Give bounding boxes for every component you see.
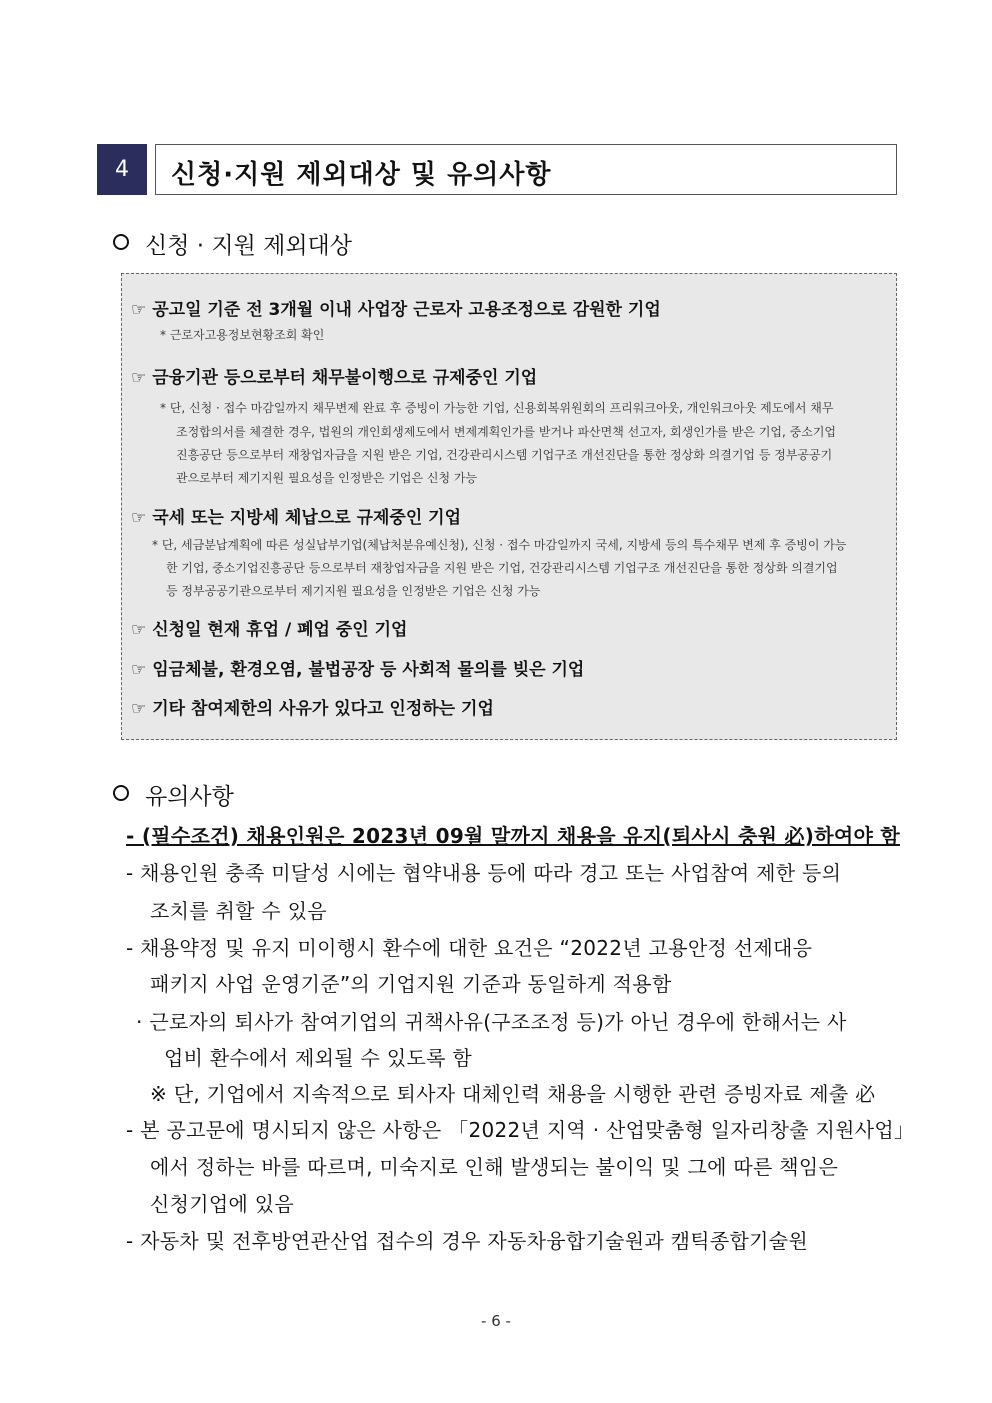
circle-bullet-icon: [113, 234, 129, 250]
exclusion-item: ☞ 금융기관 등으로부터 채무불이행으로 규제중인 기업: [131, 368, 538, 388]
precaution-note: ※ 단, 기업에서 지속적으로 퇴사자 대체인력 채용을 시행한 관련 증빙자료 제출 必: [150, 1082, 876, 1106]
exclusions-heading: [113, 227, 352, 260]
precaution-line: 에서 정하는 바를 따르며, 미숙지로 인해 발생되는 불이익 및 그에 따른 책임은: [150, 1155, 839, 1179]
exclusion-item: ☞ 공고일 기준 전 3개월 이내 사업장 근로자 고용조정으로 감원한 기업: [131, 300, 661, 320]
pointing-hand-icon: ☞: [131, 620, 147, 640]
precaution-line: - 채용약정 및 유지 미이행시 환수에 대한 요건은 “2022년 고용안정 선제대응: [126, 936, 813, 960]
section-header: [97, 144, 897, 195]
precaution-line: 조치를 취할 수 있음: [150, 899, 327, 923]
pointing-hand-icon: ☞: [131, 699, 147, 719]
page-number: - 6 -: [481, 1312, 511, 1330]
section-title-box: [155, 144, 897, 195]
exclusions-heading-text: 신청 · 지원 제외대상: [145, 233, 352, 259]
precaution-line: 신청기업에 있음: [150, 1192, 294, 1216]
pointing-hand-icon: ☞: [131, 300, 147, 320]
precaution-line: - 본 공고문에 명시되지 않은 사항은 「2022년 지역 · 산업맞춤형 일자리창출 지원사업」: [126, 1118, 915, 1142]
exclusion-note: * 단, 세금분납계획에 따른 성실납부기업(체납처분유예신청), 신청 · 접수 마감일까지 국세, 지방세 등의 특수채무 변제 후 증빙이 가능: [152, 538, 847, 552]
pointing-hand-icon: ☞: [131, 660, 147, 680]
precaution-line: - 채용인원 충족 미달성 시에는 협약내용 등에 따라 경고 또는 사업참여 제한 등의: [126, 861, 842, 885]
precaution-line: - 자동차 및 전후방연관산업 접수의 경우 자동차융합기술원과 캠틱종합기술원: [126, 1229, 808, 1253]
exclusion-note: 진흥공단 등으로부터 재창업자금을 지원 받은 기업, 건강관리시스템 기업구조 개선진단을 통한 정상화 의결기업 등 정부공공기: [176, 448, 833, 462]
exclusion-note: 등 정부공공기관으로부터 제기지원 필요성을 인정받은 기업은 신청 가능: [166, 584, 541, 598]
precautions-heading-text: 유의사항: [145, 784, 234, 810]
pointing-hand-icon: ☞: [131, 508, 147, 528]
pointing-hand-icon: ☞: [131, 368, 147, 388]
precaution-line: 업비 환수에서 제외될 수 있도록 함: [164, 1046, 472, 1070]
exclusion-item: ☞ 기타 참여제한의 사유가 있다고 인정하는 기업: [131, 699, 494, 719]
circle-bullet-icon: [113, 785, 129, 801]
exclusion-note: 관으로부터 제기지원 필요성을 인정받은 기업은 신청 가능: [176, 471, 478, 485]
exclusion-item: ☞ 국세 또는 지방세 체납으로 규제중인 기업: [131, 508, 462, 528]
exclusion-item: ☞ 신청일 현재 휴업 / 폐업 중인 기업: [131, 620, 408, 640]
exclusion-note: * 근로자고용정보현황조회 확인: [160, 328, 325, 342]
precaution-line: - (필수조건) 채용인원은 2023년 09월 말까지 채용을 유지(퇴사시 충원 必)하여야 함: [126, 824, 900, 848]
section-title: 신청·지원 제외대상 및 유의사항: [171, 160, 552, 190]
exclusion-note: * 단, 신청 · 접수 마감일까지 채무변제 완료 후 증빙이 가능한 기업, 신용회복위원회의 프리워크아웃, 개인워크아웃 제도에서 채무: [160, 401, 834, 415]
precaution-line: 패키지 사업 운영기준”의 기업지원 기준과 동일하게 적용함: [150, 972, 672, 996]
exclusion-note: 조정합의서를 체결한 경우, 법원의 개인회생제도에서 변제계획인가를 받거나 파산면책 선고자, 회생인가를 받은 기업, 중소기업: [176, 425, 837, 439]
exclusion-item: ☞ 임금체불, 환경오염, 불법공장 등 사회적 물의를 빚은 기업: [131, 660, 585, 680]
precautions-heading: [113, 778, 234, 811]
exclusion-note: 한 기업, 중소기업진흥공단 등으로부터 재창업자금을 지원 받은 기업, 건강관리시스템 기업구조 개선진단을 통한 정상화 의결기업: [166, 561, 838, 575]
precaution-line: · 근로자의 퇴사가 참여기업의 귀책사유(구조조정 등)가 아닌 경우에 한해서는 사: [136, 1010, 847, 1034]
section-number: 4: [97, 144, 147, 195]
